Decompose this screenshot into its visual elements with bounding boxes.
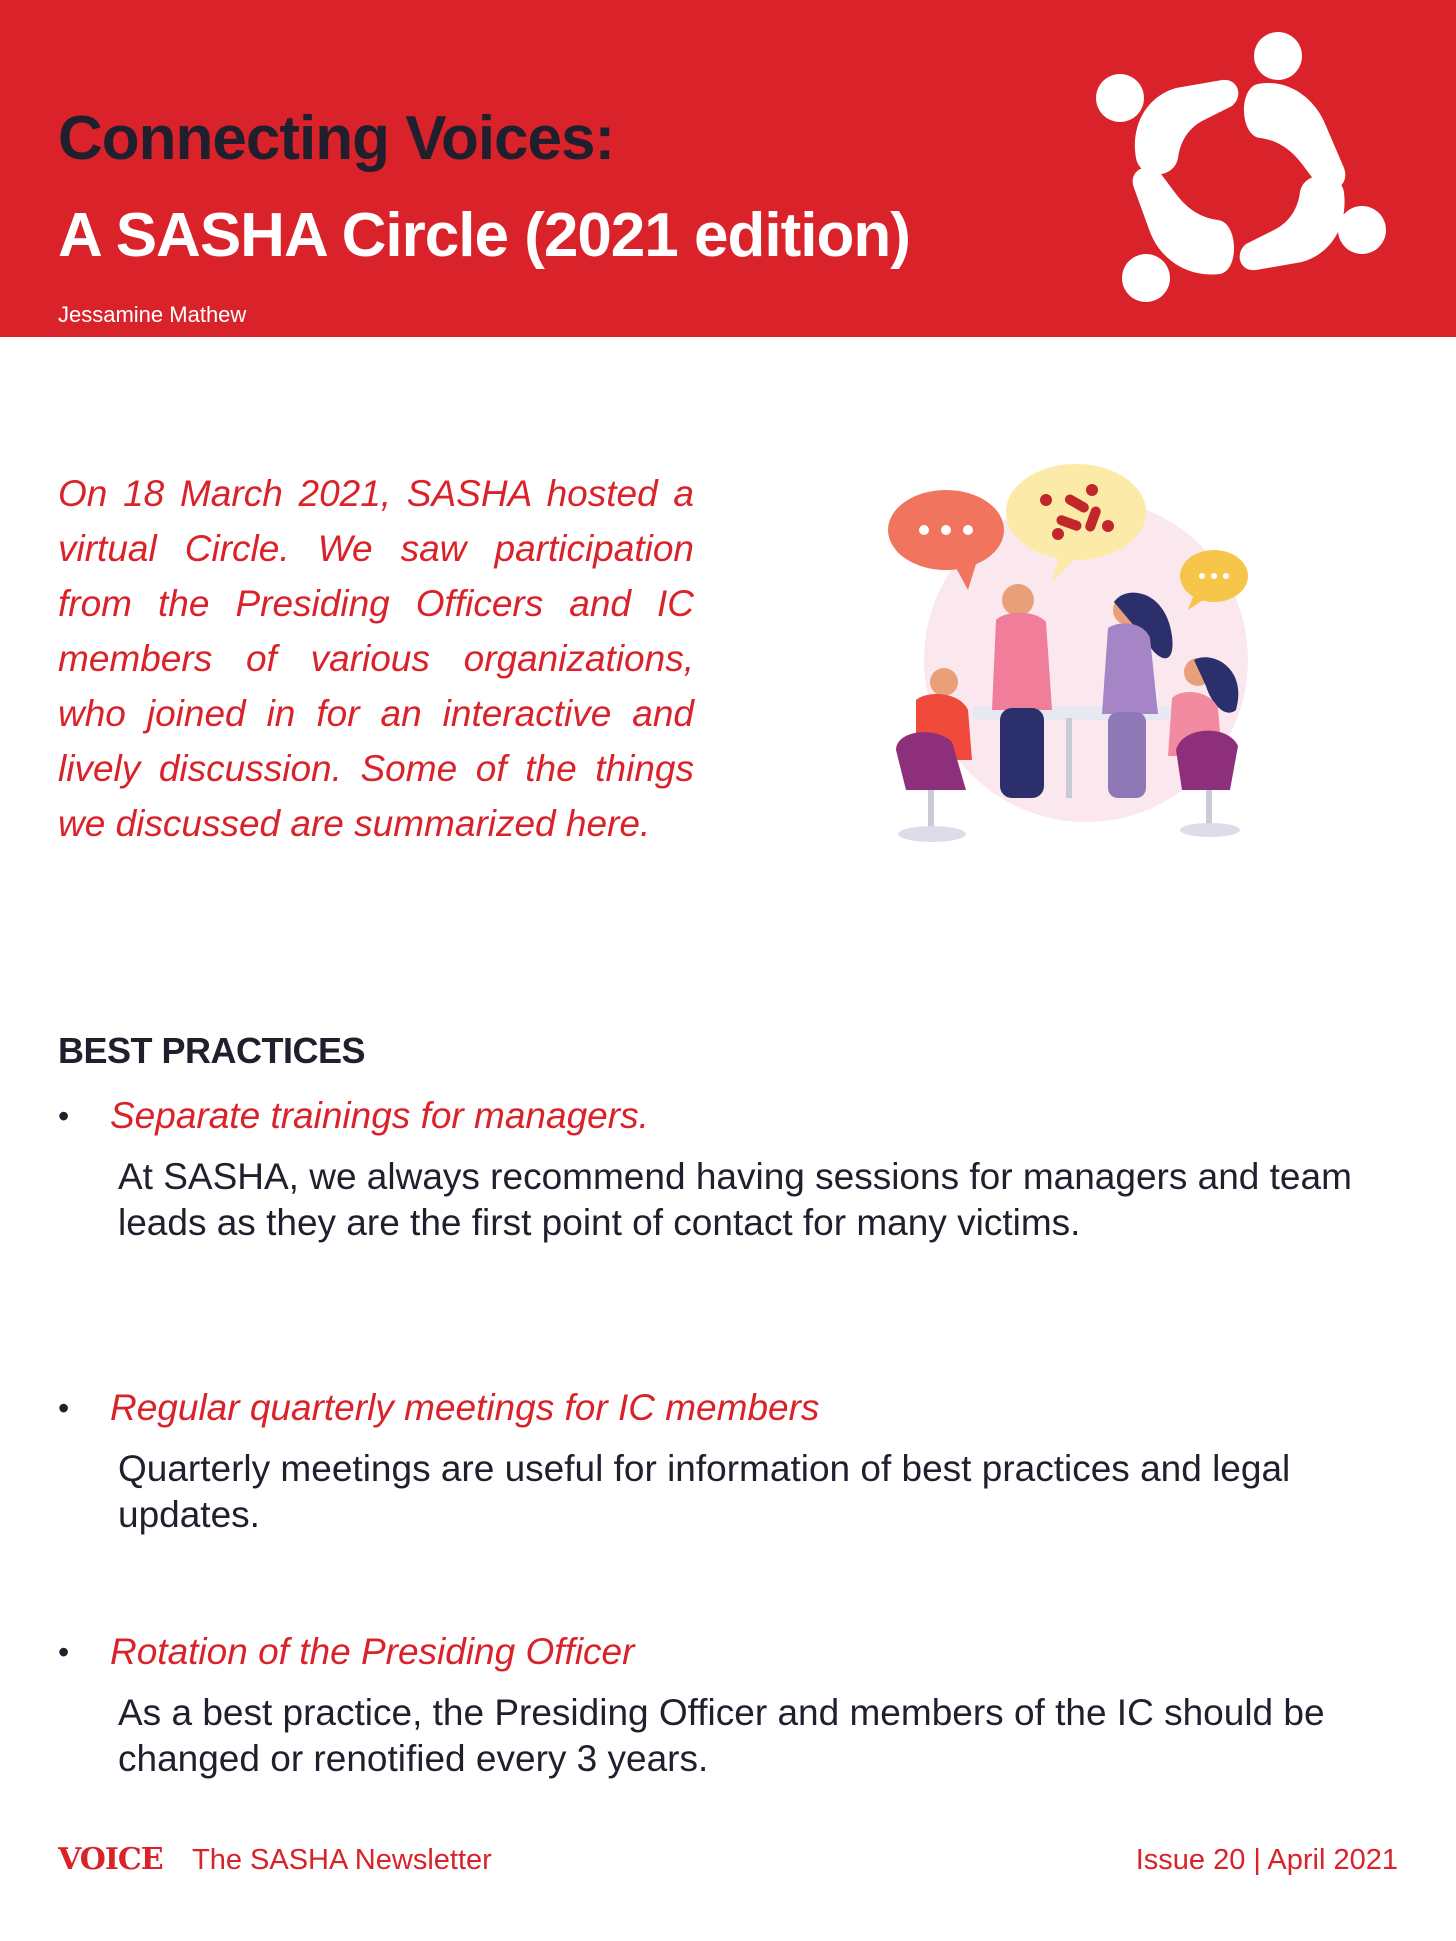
header-banner bbox=[0, 0, 1456, 337]
practice-title: Regular quarterly meetings for IC members bbox=[110, 1387, 820, 1428]
practice-body: Quarterly meetings are useful for information of best practices and legal updates. bbox=[118, 1448, 1291, 1535]
author-name: Jessamine Mathew bbox=[58, 302, 247, 327]
practice-body: As a best practice, the Presiding Officer and members of the IC should be changed or renotified every 3 years. bbox=[118, 1692, 1325, 1779]
practice-body: At SASHA, we always recommend having sessions for managers and team leads as they are the first point of contact for many victims. bbox=[118, 1156, 1352, 1243]
practice-title: Separate trainings for managers. bbox=[110, 1095, 649, 1136]
intro-paragraph: On 18 March 2021, SASHA hosted a virtual Circle. We saw participation from the Presiding Officers and IC members of various organizations, who joined in for an interactive and lively discussion. Some of the things we discussed are summarized here. bbox=[58, 473, 694, 844]
meeting-illustration bbox=[876, 460, 1276, 860]
bullet-icon: • bbox=[58, 1634, 70, 1670]
sasha-people-circle-icon bbox=[1090, 30, 1390, 320]
footer-newsletter-name: The SASHA Newsletter bbox=[192, 1844, 492, 1876]
footer-issue-date: Issue 20 | April 2021 bbox=[1135, 1844, 1398, 1876]
page-title-line-2: A SASHA Circle (2021 edition) bbox=[58, 201, 910, 270]
bullet-icon: • bbox=[58, 1098, 70, 1134]
practice-title: Rotation of the Presiding Officer bbox=[110, 1631, 635, 1672]
section-heading-best-practices: BEST PRACTICES bbox=[58, 1030, 366, 1071]
bullet-icon: • bbox=[58, 1390, 70, 1426]
page-title-line-1: Connecting Voices: bbox=[58, 104, 615, 173]
footer-brand: VOICE bbox=[58, 1842, 163, 1877]
